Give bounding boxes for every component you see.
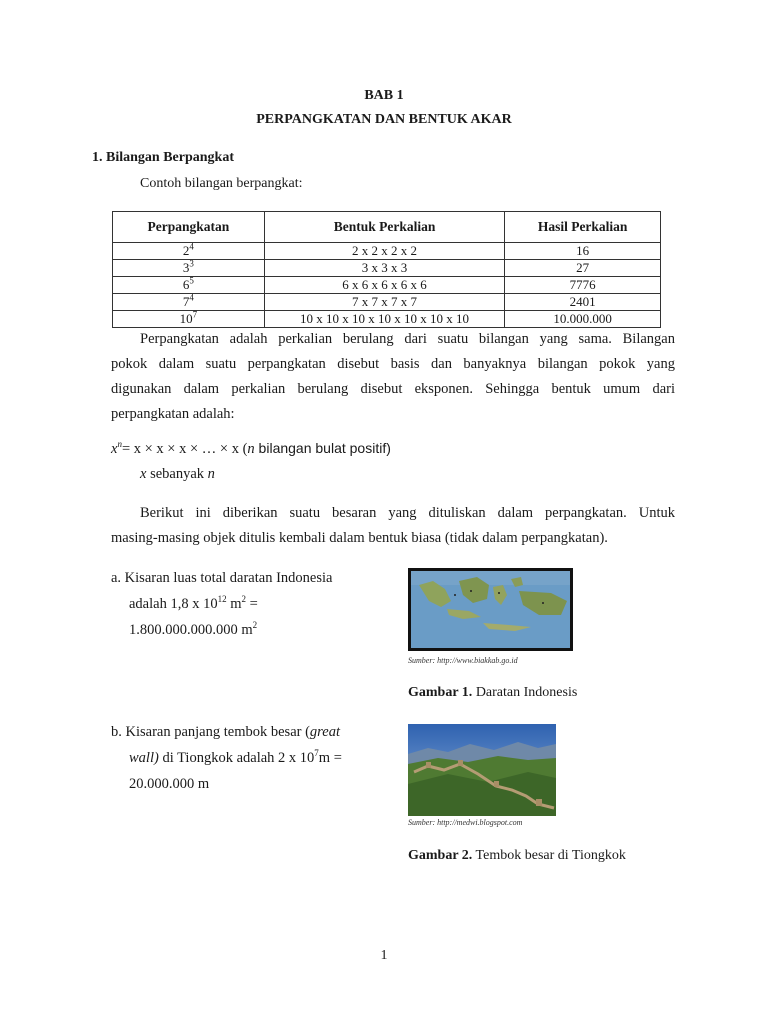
powers-table [112, 211, 661, 328]
table-cell-result: 7776 [505, 277, 661, 294]
chapter-label: BAB 1 [364, 88, 404, 103]
table-cell-form: 10 x 10 x 10 x 10 x 10 x 10 x 10 [264, 311, 504, 328]
example-a-line: adalah 1,8 x $10^{12}$ $m^2$ = [129, 594, 258, 612]
table-cell-form: 6 x 6 x 6 x 6 x 6 [264, 277, 504, 294]
figure-1-caption: Gambar 1. Daratan Indonesis [408, 685, 578, 700]
table-header-cell: Hasil Perkalian [505, 212, 661, 243]
general-formula [111, 440, 391, 458]
figure-2-caption: Gambar 2. Tembok besar di Tiongkok [408, 848, 626, 863]
landscape-icon [408, 724, 556, 816]
section-intro: Contoh bilangan berpangkat: [140, 176, 303, 191]
table-cell-power: $7^4$ [113, 294, 265, 311]
table-cell-power: $3^3$ [113, 260, 265, 277]
table-row [113, 243, 661, 260]
table-cell-power: $6^5$ [113, 277, 265, 294]
great-wall-image [408, 724, 556, 816]
example-b [111, 719, 342, 797]
paragraph-line: masing-masing objek ditulis kembali dalam bentuk biasa (tidak dalam perpangkatan). [111, 530, 608, 546]
section-title: 1. Bilangan Berpangkat [92, 150, 234, 165]
example-a [111, 565, 332, 643]
table-cell-form: 2 x 2 x 2 x 2 [264, 243, 504, 260]
indonesia-map-image [408, 568, 573, 651]
table-cell-result: 16 [505, 243, 661, 260]
figure-2-source: Sumber: http://medwi.blogspot.com [408, 818, 523, 827]
page-number: 1 [380, 948, 388, 963]
example-b-line: wall) di Tiongkok adalah 2 x $10^7m$ = [129, 748, 342, 766]
table-cell-form: 3 x 3 x 3 [264, 260, 504, 277]
example-b-line: b. Kisaran panjang tembok besar (great [111, 724, 340, 740]
table-row [113, 294, 661, 311]
examples-intro-paragraph [111, 501, 675, 551]
table-cell-result: 10.000.000 [505, 311, 661, 328]
table-cell-form: 7 x 7 x 7 x 7 [264, 294, 504, 311]
formula-exponent: n [117, 439, 122, 450]
table-cell-power: $2^4$ [113, 243, 265, 260]
table-row [113, 277, 661, 294]
figure-1-source: Sumber: http://www.biakkab.go.id [408, 656, 518, 665]
definition-paragraph [111, 327, 675, 427]
paragraph-line: digunakan dalam perkalian berulang disebut eksponen. Sehingga bentuk umum dari [111, 381, 675, 397]
table-header-cell: Perpangkatan [113, 212, 265, 243]
paragraph-line: Perpangkatan adalah perkalian berulang dari suatu bilangan yang sama. Bilangan [140, 331, 675, 347]
example-b-line: 20.000.000 m [129, 776, 210, 792]
paragraph-line: pokok dalam suatu perpangkatan disebut basis dan banyaknya bilangan pokok yang [111, 356, 675, 372]
formula-rhs: = x × x × x × … × x [121, 441, 239, 457]
formula-base: x [111, 441, 118, 457]
example-a-line: 1.800.000.000.000 $m^2$ [129, 620, 258, 638]
example-a-line: a. Kisaran luas total daratan Indonesia [111, 570, 333, 586]
page-title: PERPANGKATAN DAN BENTUK AKAR [256, 112, 512, 127]
table-cell-power: $10^7$ [113, 311, 265, 328]
table-row [113, 260, 661, 277]
table-row [113, 311, 661, 328]
table-header-row [113, 212, 661, 243]
paragraph-line: Berikut ini diberikan suatu besaran yang dituliskan dalam perpangkatan. Untuk [140, 505, 675, 521]
formula-count: x sebanyak n [140, 466, 215, 482]
map-icon [411, 571, 570, 648]
table-cell-result: 2401 [505, 294, 661, 311]
paragraph-line: perpangkatan adalah: [111, 406, 235, 422]
table-header-cell: Bentuk Perkalian [264, 212, 504, 243]
table-cell-result: 27 [505, 260, 661, 277]
formula-note: (n bilangan bulat positif) [242, 440, 391, 457]
